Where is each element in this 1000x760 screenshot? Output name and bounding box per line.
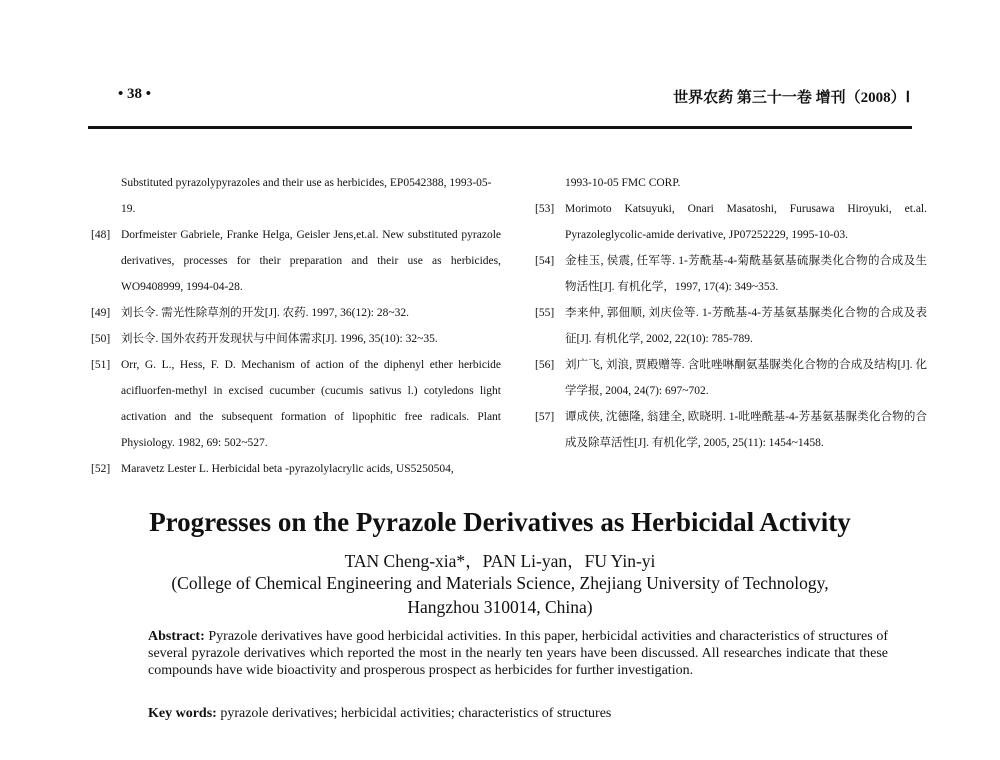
reference-text: 金桂玉, 侯震, 任军等. 1-芳酰基-4-菊酰基氨基硫脲类化合物的合成及生物活性[J]. 有机化学，1997, 17(4): 349~353. [565, 255, 927, 293]
reference-item [535, 196, 927, 248]
reference-number: [50] [91, 333, 111, 345]
keywords-label: Key words: [148, 706, 217, 721]
reference-number: [49] [91, 307, 111, 319]
reference-text: 刘长令. 国外农药开发现状与中间体需求[J]. 1996, 35(10): 32~35. [121, 333, 438, 345]
reference-text: 刘广飞, 刘浪, 贾殿赠等. 含吡唑啉酮氨基脲类化合物的合成及结构[J]. 化学学报, 2004, 24(7): 697~702. [565, 359, 927, 397]
reference-continuation: 1993-10-05 FMC CORP. [565, 177, 681, 189]
reference-item [91, 456, 501, 482]
reference-text: Dorfmeister Gabriele, Franke Helga, Geisler Jens,et.al. New substituted pyrazole derivatives, processes for their preparation and their use as herbicides, WO9408999, 1994-04-28. [121, 229, 501, 293]
reference-number: [54] [535, 255, 555, 267]
reference-item [535, 352, 927, 404]
reference-number: [52] [91, 463, 111, 475]
article-authors: TAN Cheng-xia*，PAN Li-yan，FU Yin-yi [344, 551, 656, 571]
reference-continuation: Substituted pyrazolypyrazoles and their use as herbicides, EP0542388, 1993-05-19. [121, 177, 492, 215]
header-rule [88, 126, 912, 129]
abstract-label: Abstract: [148, 629, 205, 644]
reference-text: Orr, G. L., Hess, F. D. Mechanism of action of the diphenyl ether herbicide acifluorfen-methyl in excised cucumber (cucumis sativus l.) cotyledons light activation and the subsequent formation of lipophitic free radicals. Plant Physiology. 1982, 69: 502~527. [121, 359, 501, 449]
affiliation-line-1: (College of Chemical Engineering and Materials Science, Zhejiang University of Technology, [171, 573, 829, 593]
reference-text: 刘长令. 需光性除草剂的开发[J]. 农药. 1997, 36(12): 28~32. [121, 307, 409, 319]
article-title: Progresses on the Pyrazole Derivatives as Herbicidal Activity [149, 507, 851, 537]
references-right-column [535, 170, 927, 456]
reference-text: Morimoto Katsuyuki, Onari Masatoshi, Furusawa Hiroyuki, et.al. Pyrazoleglycolic-amide derivative, JP07252229, 1995-10-03. [565, 203, 927, 241]
reference-number: [48] [91, 229, 111, 241]
abstract-text: Pyrazole derivatives have good herbicidal activities. In this paper, herbicidal activities and characteristics of structures of several pyrazole derivatives which reported the most in the nearly ten years have been discussed. All researches indicate that these compounds have wide bioactivity and prosperous prospect as herbicides for further investigation. [148, 629, 889, 678]
reference-number: [56] [535, 359, 555, 371]
reference-number: [51] [91, 359, 111, 371]
reference-item [535, 248, 927, 300]
abstract [148, 628, 888, 679]
reference-item [91, 222, 501, 300]
reference-item [535, 300, 927, 352]
keywords-text: pyrazole derivatives; herbicidal activities; characteristics of structures [220, 706, 612, 721]
reference-item [91, 300, 501, 326]
page-number: • 38 • [118, 86, 152, 102]
reference-text: 李来仲, 郭佃顺, 刘庆俭等. 1-芳酰基-4-芳基氨基脲类化合物的合成及表征[J]. 有机化学, 2002, 22(10): 785-789. [565, 307, 927, 345]
reference-item [535, 404, 927, 456]
reference-number: [57] [535, 411, 555, 423]
journal-header: 世界农药 第三十一卷 增刊（2008）Ⅰ [673, 90, 910, 106]
reference-number: [55] [535, 307, 555, 319]
reference-item [91, 352, 501, 456]
reference-text: Maravetz Lester L. Herbicidal beta -pyrazolylacrylic acids, US5250504, [121, 463, 454, 475]
reference-item [91, 326, 501, 352]
keywords [148, 706, 611, 722]
affiliation-line-2: Hangzhou 310014, China) [407, 597, 593, 617]
reference-text: 谭成侠, 沈德隆, 翁建全, 欧晓明. 1-吡唑酰基-4-芳基氨基脲类化合物的合成及除草活性[J]. 有机化学, 2005, 25(11): 1454~1458. [565, 411, 927, 449]
reference-number: [53] [535, 203, 555, 215]
references-left-column [91, 170, 501, 482]
